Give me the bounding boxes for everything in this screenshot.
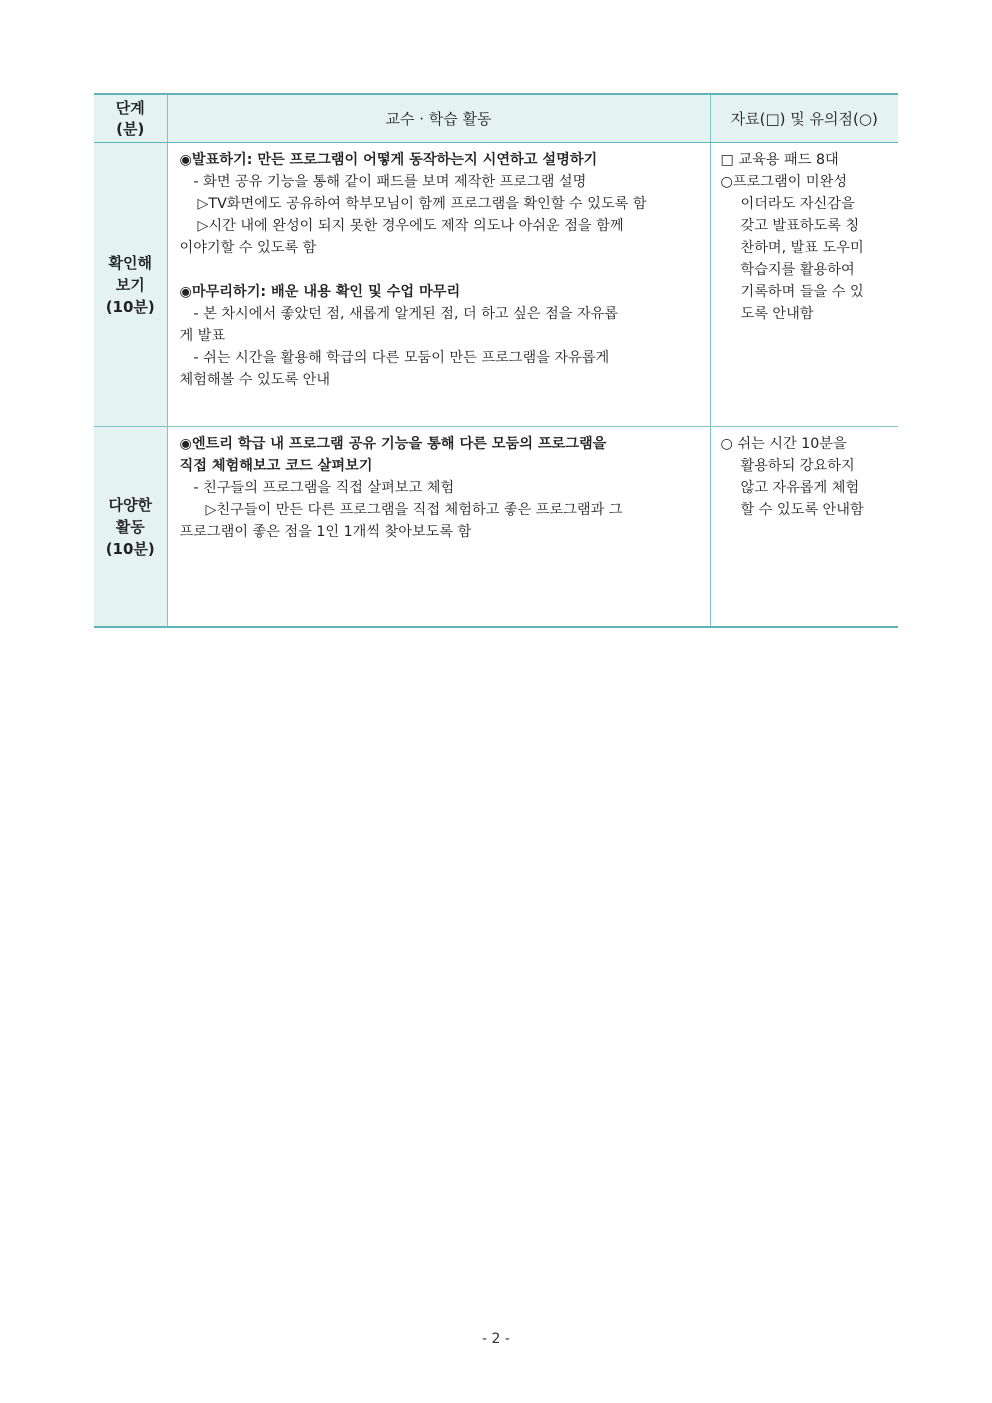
stage-label: 다양한 — [108, 495, 152, 514]
page-number: - 2 - — [482, 1331, 510, 1347]
activity-heading-continuation: 직접 체험해보고 코드 살펴보기 — [179, 458, 373, 474]
activity-item: - 화면 공유 기능을 통해 같이 패드를 보며 제작한 프로그램 설명 — [193, 174, 587, 190]
stage-cell-various — [94, 427, 167, 628]
caution-note: ○프로그램이 미완성 — [720, 174, 848, 190]
note-cell-various — [710, 427, 898, 628]
activity-cell-confirm — [167, 143, 710, 427]
activity-continuation: 체험해볼 수 있도록 안내 — [179, 372, 331, 388]
header-stage-unit: (분) — [116, 119, 145, 138]
stage-duration: (10분) — [105, 297, 155, 316]
activity-item: - 본 차시에서 좋았던 점, 새롭게 알게된 점, 더 하고 싶은 점을 자유롭 — [193, 306, 619, 322]
stage-label: 활동 — [115, 517, 145, 536]
stage-label: 확인해 — [108, 253, 152, 272]
material-note: □ 교육용 패드 8대 — [720, 152, 839, 168]
caution-note-continuation: 활용하되 강요하지 — [740, 458, 855, 474]
activity-heading: ◉발표하기: 만든 프로그램이 어떻게 동작하는지 시연하고 설명하기 — [179, 152, 598, 168]
activity-subitem: ▷친구들이 만든 다른 프로그램을 직접 체험하고 좋은 프로그램과 그 — [205, 502, 623, 518]
table-row — [94, 143, 898, 427]
caution-note-continuation: 이더라도 자신감을 — [740, 196, 855, 212]
caution-note-continuation: 갖고 발표하도록 칭 — [740, 218, 860, 234]
caution-note-continuation: 않고 자유롭게 체험 — [740, 480, 860, 496]
table-header-row — [94, 94, 898, 143]
activity-heading: ◉엔트리 학급 내 프로그램 공유 기능을 통해 다른 모둠의 프로그램을 — [179, 436, 607, 452]
activity-cell-various — [167, 427, 710, 628]
stage-cell-confirm — [94, 143, 167, 427]
header-activity: 교수 · 학습 활동 — [167, 94, 710, 143]
stage-label: 보기 — [115, 275, 145, 294]
caution-note: ○ 쉬는 시간 10분을 — [720, 436, 847, 452]
activity-subitem: ▷시간 내에 완성이 되지 못한 경우에도 제작 의도나 아쉬운 점을 함께 — [197, 218, 624, 234]
header-stage-label: 단계 — [115, 98, 145, 117]
stage-duration: (10분) — [105, 539, 155, 558]
spacer — [180, 259, 700, 281]
caution-note-continuation: 할 수 있도록 안내함 — [740, 502, 864, 518]
header-stage — [94, 94, 167, 143]
activity-heading: ◉마무리하기: 배운 내용 확인 및 수업 마무리 — [179, 284, 461, 300]
lesson-plan-table — [94, 93, 898, 628]
header-notes: 자료(□) 및 유의점(○) — [710, 94, 898, 143]
activity-item: - 친구들의 프로그램을 직접 살펴보고 체험 — [193, 480, 455, 496]
caution-note-continuation: 기록하며 들을 수 있 — [740, 284, 864, 300]
activity-subitem: ▷TV화면에도 공유하여 학부모님이 함께 프로그램을 확인할 수 있도록 함 — [197, 196, 647, 212]
caution-note-continuation: 도록 안내함 — [740, 306, 814, 322]
table-row — [94, 427, 898, 628]
caution-note-continuation: 학습지를 활용하여 — [740, 262, 855, 278]
note-cell-confirm — [710, 143, 898, 427]
caution-note-continuation: 찬하며, 발표 도우미 — [740, 240, 864, 256]
activity-item: - 쉬는 시간을 활용해 학급의 다른 모둠이 만든 프로그램을 자유롭게 — [193, 350, 610, 366]
activity-continuation: 게 발표 — [179, 328, 226, 344]
activity-continuation: 프로그램이 좋은 점을 1인 1개씩 찾아보도록 함 — [179, 524, 472, 540]
activity-continuation: 이야기할 수 있도록 함 — [179, 240, 317, 256]
